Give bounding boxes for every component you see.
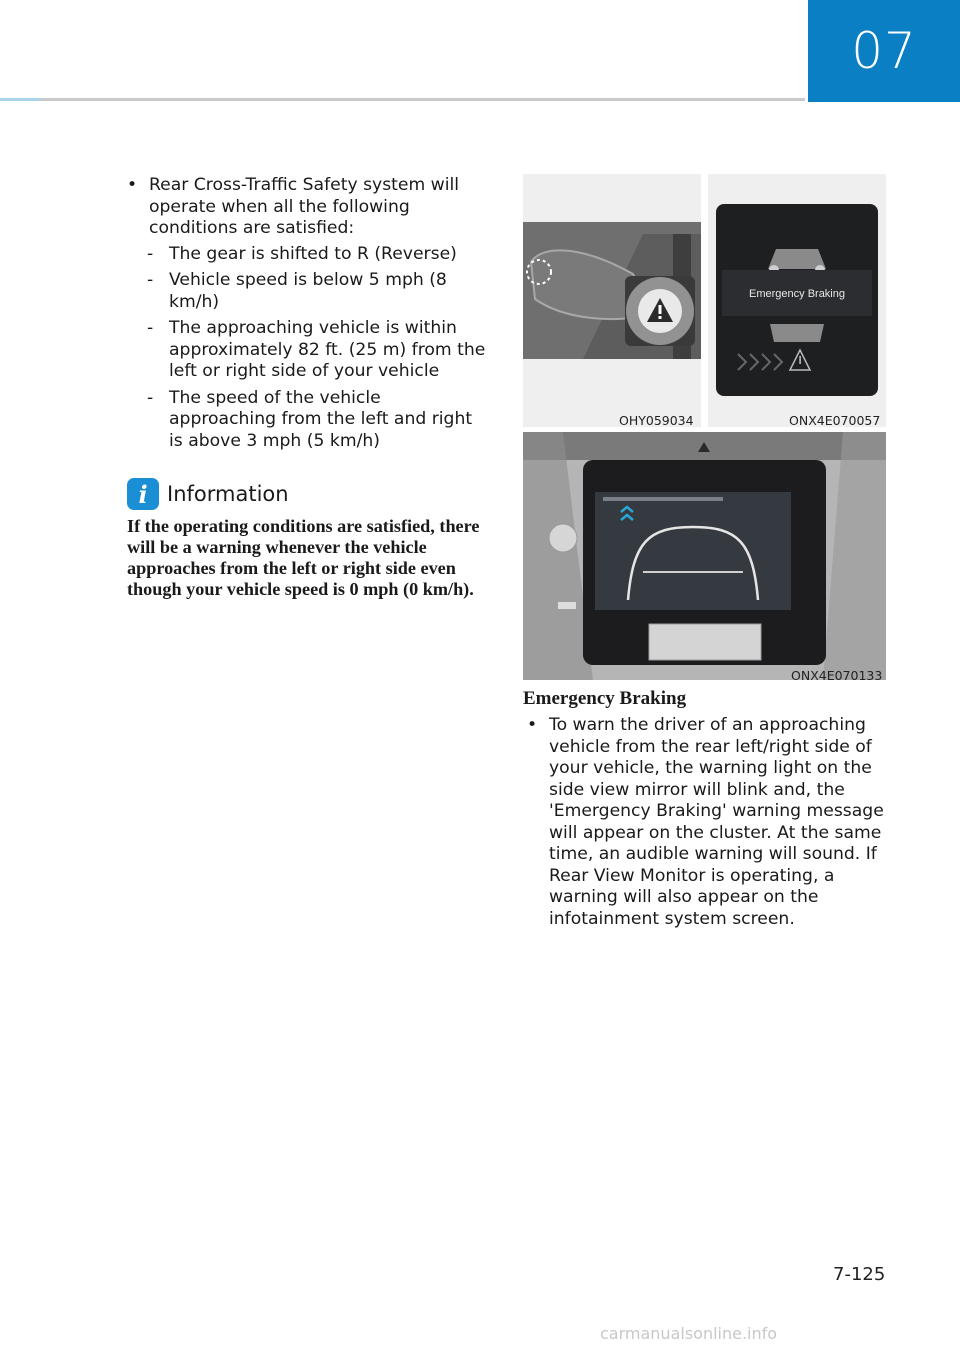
condition-text: The gear is shifted to R (Reverse) <box>169 243 457 264</box>
condition-text: The speed of the vehicle approaching from the left and right is above 3 mph (5 km/h) <box>169 387 473 451</box>
page-number: 7-125 <box>833 1264 886 1285</box>
right-column <box>523 688 888 930</box>
info-body: If the operating conditions are satisfied, there will be a warning whenever the vehicle approaches from the left or right side even though your vehicle speed is 0 mph (0 km/h). <box>127 516 480 599</box>
bullet-text: Rear Cross-Traffic Safety system will operate when all the following conditions are satisfied: <box>149 175 460 238</box>
figure-caption: ONX4E070057 <box>789 413 881 428</box>
bullet-item <box>523 715 888 930</box>
condition-item <box>127 270 487 313</box>
dash-marker: - <box>147 270 154 290</box>
cluster-illustration <box>708 174 886 427</box>
bullet-marker: • <box>127 175 138 195</box>
cluster-figure <box>708 174 886 427</box>
cluster-message: Emergency Braking <box>749 288 845 300</box>
figure-caption: ONX4E070133 <box>791 668 883 683</box>
condition-item <box>127 388 487 453</box>
figure-caption: OHY059034 <box>619 413 694 428</box>
bullet-text: To warn the driver of an approaching vehicle from the rear left/right side of your vehicle, the warning light on the side view mirror will blink and, the 'Emergency Braking' warning message will appear on the cluster. At the same time, an audible warning will sound. If Rear View Monitor is operating, a warning will also appear on the infotainment system screen. <box>549 715 884 929</box>
dash-marker: - <box>147 318 154 338</box>
info-title: Information <box>167 482 289 506</box>
mirror-illustration <box>523 174 701 427</box>
info-icon: i <box>127 478 159 510</box>
dash-marker: - <box>147 387 154 408</box>
bullet-marker: • <box>527 715 538 735</box>
infotainment-illustration <box>523 432 886 680</box>
header-rule <box>0 98 805 101</box>
chapter-tab: 07 <box>808 0 960 102</box>
mirror-figure <box>523 174 701 427</box>
section-title: Emergency Braking <box>523 688 687 709</box>
condition-item <box>127 318 487 383</box>
info-header <box>127 478 487 510</box>
condition-item <box>127 244 487 266</box>
header-rule-accent <box>0 98 40 101</box>
infotainment-figure <box>523 432 886 680</box>
condition-text: Vehicle speed is below 5 mph (8 km/h) <box>169 270 447 312</box>
condition-text: The approaching vehicle is within approximately 82 ft. (25 m) from the left or right side of your vehicle <box>169 318 486 381</box>
watermark: carmanualsonline.info <box>600 1324 778 1343</box>
left-column <box>127 175 487 600</box>
bullet-item <box>127 175 487 240</box>
dash-marker: - <box>147 243 154 264</box>
